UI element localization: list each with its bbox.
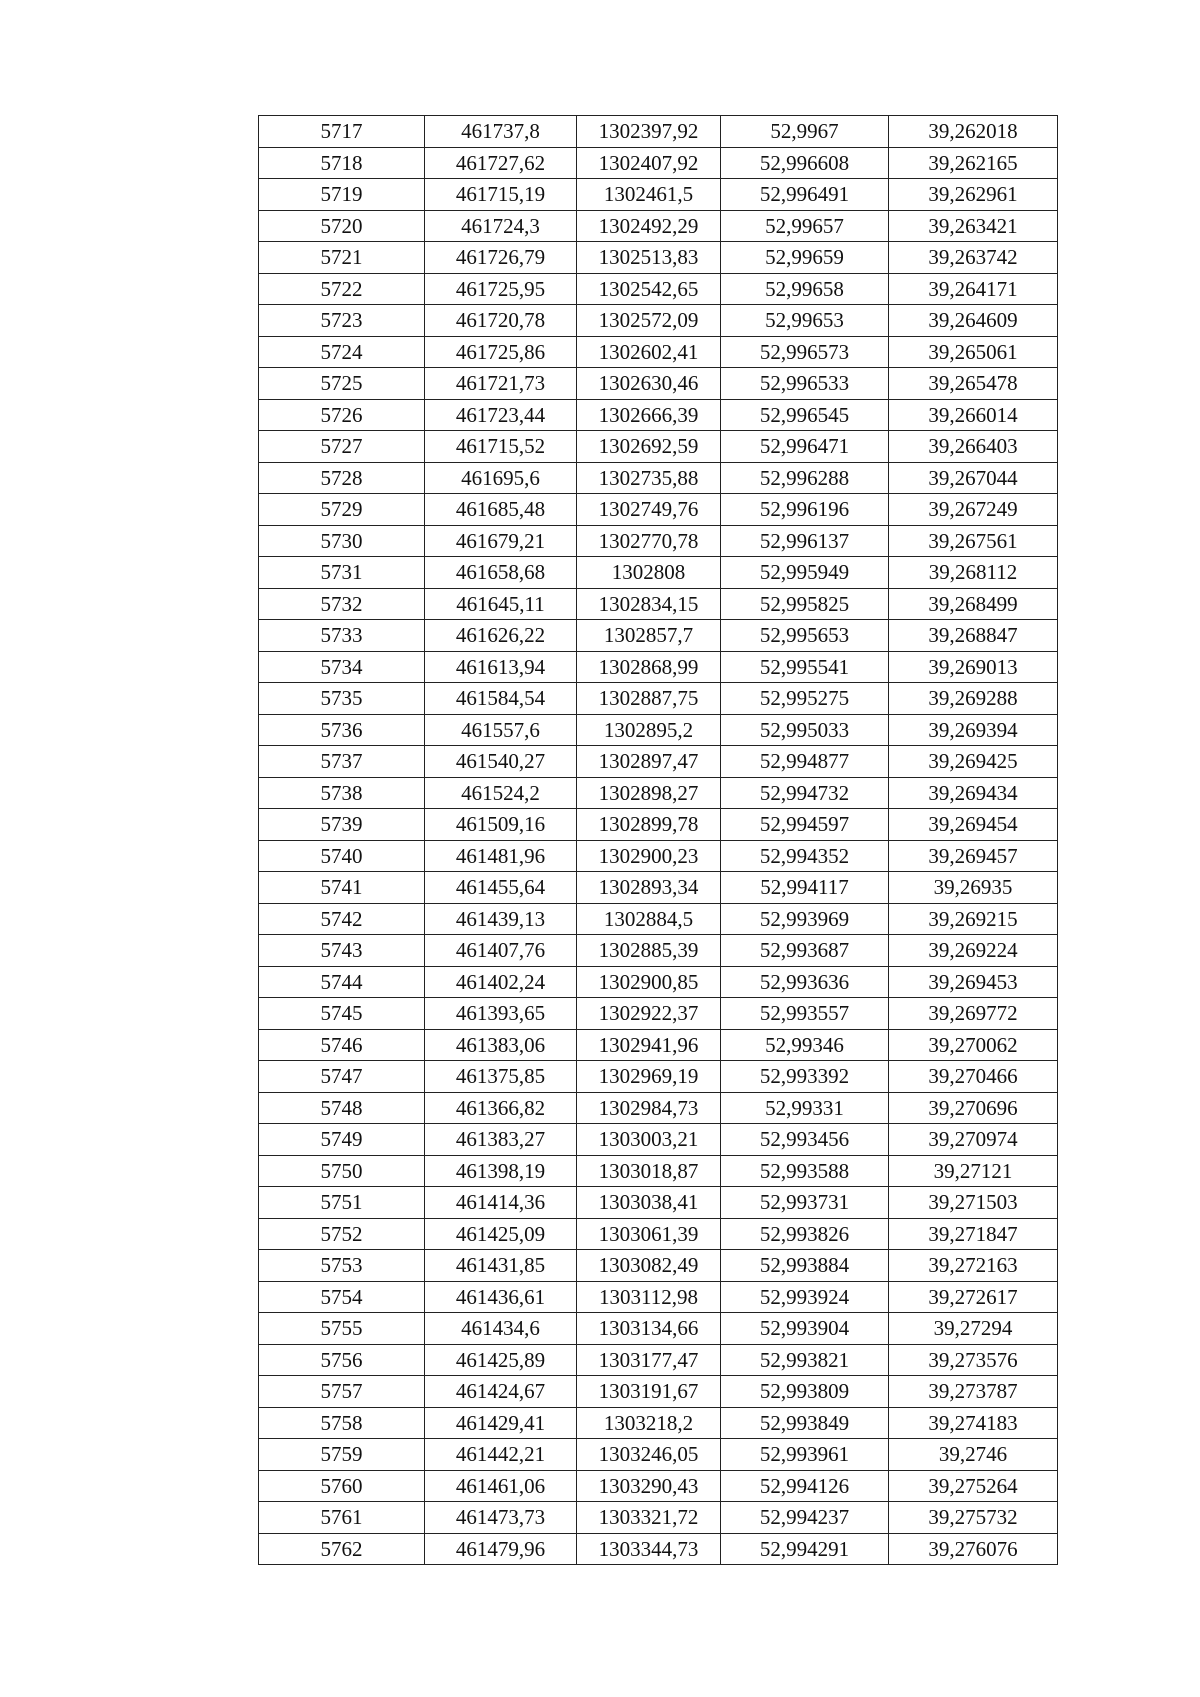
latitude-cell: 52,994291: [721, 1533, 889, 1565]
x-coordinate-cell: 461407,76: [425, 935, 577, 967]
longitude-cell: 39,270974: [889, 1124, 1058, 1156]
latitude-cell: 52,994126: [721, 1470, 889, 1502]
latitude-cell: 52,996137: [721, 525, 889, 557]
table-row: [259, 1155, 1058, 1187]
x-coordinate-cell: 461366,82: [425, 1092, 577, 1124]
latitude-cell: 52,993456: [721, 1124, 889, 1156]
y-coordinate-cell: 1303344,73: [577, 1533, 721, 1565]
latitude-cell: 52,996545: [721, 399, 889, 431]
latitude-cell: 52,99659: [721, 242, 889, 274]
point-number-cell: 5735: [259, 683, 425, 715]
longitude-cell: 39,265478: [889, 368, 1058, 400]
y-coordinate-cell: 1302461,5: [577, 179, 721, 211]
longitude-cell: 39,269457: [889, 840, 1058, 872]
longitude-cell: 39,264609: [889, 305, 1058, 337]
y-coordinate-cell: 1302941,96: [577, 1029, 721, 1061]
latitude-cell: 52,99653: [721, 305, 889, 337]
table-row: [259, 683, 1058, 715]
y-coordinate-cell: 1303038,41: [577, 1187, 721, 1219]
longitude-cell: 39,265061: [889, 336, 1058, 368]
latitude-cell: 52,993884: [721, 1250, 889, 1282]
table-row: [259, 1061, 1058, 1093]
table-row: [259, 336, 1058, 368]
x-coordinate-cell: 461557,6: [425, 714, 577, 746]
x-coordinate-cell: 461442,21: [425, 1439, 577, 1471]
point-number-cell: 5741: [259, 872, 425, 904]
y-coordinate-cell: 1302969,19: [577, 1061, 721, 1093]
longitude-cell: 39,26935: [889, 872, 1058, 904]
table-row: [259, 1092, 1058, 1124]
x-coordinate-cell: 461613,94: [425, 651, 577, 683]
point-number-cell: 5722: [259, 273, 425, 305]
point-number-cell: 5748: [259, 1092, 425, 1124]
latitude-cell: 52,993392: [721, 1061, 889, 1093]
x-coordinate-cell: 461473,73: [425, 1502, 577, 1534]
table-row: [259, 651, 1058, 683]
table-row: [259, 116, 1058, 148]
table-row: [259, 368, 1058, 400]
latitude-cell: 52,994732: [721, 777, 889, 809]
longitude-cell: 39,269013: [889, 651, 1058, 683]
x-coordinate-cell: 461524,2: [425, 777, 577, 809]
table-row: [259, 399, 1058, 431]
point-number-cell: 5736: [259, 714, 425, 746]
point-number-cell: 5745: [259, 998, 425, 1030]
latitude-cell: 52,995541: [721, 651, 889, 683]
point-number-cell: 5754: [259, 1281, 425, 1313]
longitude-cell: 39,267561: [889, 525, 1058, 557]
table-row: [259, 777, 1058, 809]
point-number-cell: 5731: [259, 557, 425, 589]
y-coordinate-cell: 1303246,05: [577, 1439, 721, 1471]
latitude-cell: 52,993687: [721, 935, 889, 967]
x-coordinate-cell: 461540,27: [425, 746, 577, 778]
table-row: [259, 620, 1058, 652]
x-coordinate-cell: 461645,11: [425, 588, 577, 620]
longitude-cell: 39,263421: [889, 210, 1058, 242]
x-coordinate-cell: 461393,65: [425, 998, 577, 1030]
longitude-cell: 39,269434: [889, 777, 1058, 809]
y-coordinate-cell: 1303134,66: [577, 1313, 721, 1345]
table-row: [259, 1502, 1058, 1534]
table-row: [259, 494, 1058, 526]
longitude-cell: 39,267249: [889, 494, 1058, 526]
table-row: [259, 305, 1058, 337]
y-coordinate-cell: 1303177,47: [577, 1344, 721, 1376]
x-coordinate-cell: 461727,62: [425, 147, 577, 179]
longitude-cell: 39,269215: [889, 903, 1058, 935]
longitude-cell: 39,263742: [889, 242, 1058, 274]
longitude-cell: 39,268112: [889, 557, 1058, 589]
point-number-cell: 5740: [259, 840, 425, 872]
latitude-cell: 52,995275: [721, 683, 889, 715]
latitude-cell: 52,994117: [721, 872, 889, 904]
x-coordinate-cell: 461721,73: [425, 368, 577, 400]
point-number-cell: 5737: [259, 746, 425, 778]
x-coordinate-cell: 461723,44: [425, 399, 577, 431]
longitude-cell: 39,266403: [889, 431, 1058, 463]
latitude-cell: 52,996573: [721, 336, 889, 368]
y-coordinate-cell: 1302834,15: [577, 588, 721, 620]
table-row: [259, 872, 1058, 904]
table-row: [259, 809, 1058, 841]
table-row: [259, 1124, 1058, 1156]
latitude-cell: 52,995949: [721, 557, 889, 589]
table-row: [259, 242, 1058, 274]
latitude-cell: 52,993924: [721, 1281, 889, 1313]
table-row: [259, 431, 1058, 463]
x-coordinate-cell: 461431,85: [425, 1250, 577, 1282]
point-number-cell: 5758: [259, 1407, 425, 1439]
x-coordinate-cell: 461658,68: [425, 557, 577, 589]
table-row: [259, 179, 1058, 211]
y-coordinate-cell: 1302749,76: [577, 494, 721, 526]
point-number-cell: 5718: [259, 147, 425, 179]
point-number-cell: 5732: [259, 588, 425, 620]
table-row: [259, 1187, 1058, 1219]
point-number-cell: 5729: [259, 494, 425, 526]
point-number-cell: 5727: [259, 431, 425, 463]
x-coordinate-cell: 461725,95: [425, 273, 577, 305]
y-coordinate-cell: 1302397,92: [577, 116, 721, 148]
y-coordinate-cell: 1302895,2: [577, 714, 721, 746]
latitude-cell: 52,993904: [721, 1313, 889, 1345]
table-row: [259, 557, 1058, 589]
longitude-cell: 39,268499: [889, 588, 1058, 620]
table-row: [259, 746, 1058, 778]
latitude-cell: 52,99346: [721, 1029, 889, 1061]
y-coordinate-cell: 1302692,59: [577, 431, 721, 463]
latitude-cell: 52,993731: [721, 1187, 889, 1219]
point-number-cell: 5744: [259, 966, 425, 998]
x-coordinate-cell: 461461,06: [425, 1470, 577, 1502]
latitude-cell: 52,993821: [721, 1344, 889, 1376]
table-row: [259, 903, 1058, 935]
longitude-cell: 39,273787: [889, 1376, 1058, 1408]
latitude-cell: 52,993636: [721, 966, 889, 998]
longitude-cell: 39,267044: [889, 462, 1058, 494]
longitude-cell: 39,270696: [889, 1092, 1058, 1124]
point-number-cell: 5739: [259, 809, 425, 841]
longitude-cell: 39,269772: [889, 998, 1058, 1030]
point-number-cell: 5733: [259, 620, 425, 652]
x-coordinate-cell: 461724,3: [425, 210, 577, 242]
point-number-cell: 5719: [259, 179, 425, 211]
latitude-cell: 52,996608: [721, 147, 889, 179]
x-coordinate-cell: 461402,24: [425, 966, 577, 998]
x-coordinate-cell: 461439,13: [425, 903, 577, 935]
y-coordinate-cell: 1302893,34: [577, 872, 721, 904]
longitude-cell: 39,268847: [889, 620, 1058, 652]
latitude-cell: 52,995033: [721, 714, 889, 746]
latitude-cell: 52,995653: [721, 620, 889, 652]
y-coordinate-cell: 1302984,73: [577, 1092, 721, 1124]
y-coordinate-cell: 1302735,88: [577, 462, 721, 494]
y-coordinate-cell: 1302899,78: [577, 809, 721, 841]
point-number-cell: 5746: [259, 1029, 425, 1061]
longitude-cell: 39,262165: [889, 147, 1058, 179]
x-coordinate-cell: 461479,96: [425, 1533, 577, 1565]
y-coordinate-cell: 1302900,85: [577, 966, 721, 998]
table-row: [259, 966, 1058, 998]
point-number-cell: 5762: [259, 1533, 425, 1565]
latitude-cell: 52,99657: [721, 210, 889, 242]
y-coordinate-cell: 1303018,87: [577, 1155, 721, 1187]
table-row: [259, 1029, 1058, 1061]
x-coordinate-cell: 461481,96: [425, 840, 577, 872]
y-coordinate-cell: 1303112,98: [577, 1281, 721, 1313]
latitude-cell: 52,99331: [721, 1092, 889, 1124]
y-coordinate-cell: 1303191,67: [577, 1376, 721, 1408]
table-row: [259, 1313, 1058, 1345]
y-coordinate-cell: 1302887,75: [577, 683, 721, 715]
y-coordinate-cell: 1302868,99: [577, 651, 721, 683]
latitude-cell: 52,996471: [721, 431, 889, 463]
latitude-cell: 52,993849: [721, 1407, 889, 1439]
y-coordinate-cell: 1302602,41: [577, 336, 721, 368]
point-number-cell: 5761: [259, 1502, 425, 1534]
latitude-cell: 52,993809: [721, 1376, 889, 1408]
longitude-cell: 39,276076: [889, 1533, 1058, 1565]
latitude-cell: 52,9967: [721, 116, 889, 148]
point-number-cell: 5734: [259, 651, 425, 683]
table-row: [259, 1407, 1058, 1439]
y-coordinate-cell: 1302542,65: [577, 273, 721, 305]
longitude-cell: 39,269453: [889, 966, 1058, 998]
point-number-cell: 5730: [259, 525, 425, 557]
table-row: [259, 998, 1058, 1030]
table-row: [259, 210, 1058, 242]
x-coordinate-cell: 461726,79: [425, 242, 577, 274]
y-coordinate-cell: 1302572,09: [577, 305, 721, 337]
table-row: [259, 1344, 1058, 1376]
y-coordinate-cell: 1302884,5: [577, 903, 721, 935]
point-number-cell: 5753: [259, 1250, 425, 1282]
x-coordinate-cell: 461424,67: [425, 1376, 577, 1408]
x-coordinate-cell: 461685,48: [425, 494, 577, 526]
latitude-cell: 52,994597: [721, 809, 889, 841]
latitude-cell: 52,996491: [721, 179, 889, 211]
table-row: [259, 1218, 1058, 1250]
y-coordinate-cell: 1303082,49: [577, 1250, 721, 1282]
point-number-cell: 5756: [259, 1344, 425, 1376]
y-coordinate-cell: 1302898,27: [577, 777, 721, 809]
y-coordinate-cell: 1302922,37: [577, 998, 721, 1030]
y-coordinate-cell: 1302630,46: [577, 368, 721, 400]
latitude-cell: 52,996533: [721, 368, 889, 400]
longitude-cell: 39,266014: [889, 399, 1058, 431]
y-coordinate-cell: 1302407,92: [577, 147, 721, 179]
y-coordinate-cell: 1302770,78: [577, 525, 721, 557]
table-row: [259, 1250, 1058, 1282]
y-coordinate-cell: 1303061,39: [577, 1218, 721, 1250]
x-coordinate-cell: 461715,19: [425, 179, 577, 211]
point-number-cell: 5738: [259, 777, 425, 809]
table-row: [259, 1439, 1058, 1471]
latitude-cell: 52,993826: [721, 1218, 889, 1250]
x-coordinate-cell: 461398,19: [425, 1155, 577, 1187]
x-coordinate-cell: 461695,6: [425, 462, 577, 494]
y-coordinate-cell: 1303290,43: [577, 1470, 721, 1502]
longitude-cell: 39,270062: [889, 1029, 1058, 1061]
point-number-cell: 5728: [259, 462, 425, 494]
point-number-cell: 5760: [259, 1470, 425, 1502]
longitude-cell: 39,269288: [889, 683, 1058, 715]
longitude-cell: 39,275264: [889, 1470, 1058, 1502]
longitude-cell: 39,272163: [889, 1250, 1058, 1282]
longitude-cell: 39,271847: [889, 1218, 1058, 1250]
longitude-cell: 39,273576: [889, 1344, 1058, 1376]
x-coordinate-cell: 461509,16: [425, 809, 577, 841]
table-row: [259, 588, 1058, 620]
y-coordinate-cell: 1302900,23: [577, 840, 721, 872]
point-number-cell: 5750: [259, 1155, 425, 1187]
x-coordinate-cell: 461455,64: [425, 872, 577, 904]
point-number-cell: 5720: [259, 210, 425, 242]
point-number-cell: 5717: [259, 116, 425, 148]
latitude-cell: 52,99658: [721, 273, 889, 305]
longitude-cell: 39,269224: [889, 935, 1058, 967]
y-coordinate-cell: 1303218,2: [577, 1407, 721, 1439]
longitude-cell: 39,269454: [889, 809, 1058, 841]
latitude-cell: 52,996196: [721, 494, 889, 526]
latitude-cell: 52,994237: [721, 1502, 889, 1534]
table-row: [259, 1281, 1058, 1313]
point-number-cell: 5749: [259, 1124, 425, 1156]
y-coordinate-cell: 1302492,29: [577, 210, 721, 242]
point-number-cell: 5751: [259, 1187, 425, 1219]
longitude-cell: 39,27121: [889, 1155, 1058, 1187]
coordinates-table: [258, 115, 1058, 1565]
table-row: [259, 525, 1058, 557]
table-row: [259, 1470, 1058, 1502]
longitude-cell: 39,264171: [889, 273, 1058, 305]
x-coordinate-cell: 461414,36: [425, 1187, 577, 1219]
x-coordinate-cell: 461434,6: [425, 1313, 577, 1345]
x-coordinate-cell: 461429,41: [425, 1407, 577, 1439]
point-number-cell: 5747: [259, 1061, 425, 1093]
x-coordinate-cell: 461436,61: [425, 1281, 577, 1313]
latitude-cell: 52,993588: [721, 1155, 889, 1187]
latitude-cell: 52,993969: [721, 903, 889, 935]
y-coordinate-cell: 1302885,39: [577, 935, 721, 967]
point-number-cell: 5742: [259, 903, 425, 935]
point-number-cell: 5725: [259, 368, 425, 400]
longitude-cell: 39,269394: [889, 714, 1058, 746]
table-row: [259, 840, 1058, 872]
x-coordinate-cell: 461626,22: [425, 620, 577, 652]
x-coordinate-cell: 461715,52: [425, 431, 577, 463]
latitude-cell: 52,996288: [721, 462, 889, 494]
table-row: [259, 462, 1058, 494]
point-number-cell: 5723: [259, 305, 425, 337]
longitude-cell: 39,271503: [889, 1187, 1058, 1219]
x-coordinate-cell: 461720,78: [425, 305, 577, 337]
y-coordinate-cell: 1302857,7: [577, 620, 721, 652]
x-coordinate-cell: 461425,09: [425, 1218, 577, 1250]
longitude-cell: 39,262018: [889, 116, 1058, 148]
table-row: [259, 935, 1058, 967]
longitude-cell: 39,274183: [889, 1407, 1058, 1439]
point-number-cell: 5757: [259, 1376, 425, 1408]
y-coordinate-cell: 1303321,72: [577, 1502, 721, 1534]
latitude-cell: 52,993557: [721, 998, 889, 1030]
point-number-cell: 5743: [259, 935, 425, 967]
x-coordinate-cell: 461679,21: [425, 525, 577, 557]
latitude-cell: 52,994877: [721, 746, 889, 778]
latitude-cell: 52,994352: [721, 840, 889, 872]
x-coordinate-cell: 461725,86: [425, 336, 577, 368]
point-number-cell: 5721: [259, 242, 425, 274]
x-coordinate-cell: 461383,27: [425, 1124, 577, 1156]
y-coordinate-cell: 1302666,39: [577, 399, 721, 431]
table-row: [259, 1533, 1058, 1565]
y-coordinate-cell: 1302513,83: [577, 242, 721, 274]
x-coordinate-cell: 461375,85: [425, 1061, 577, 1093]
x-coordinate-cell: 461584,54: [425, 683, 577, 715]
table-row: [259, 1376, 1058, 1408]
longitude-cell: 39,27294: [889, 1313, 1058, 1345]
latitude-cell: 52,993961: [721, 1439, 889, 1471]
y-coordinate-cell: 1302897,47: [577, 746, 721, 778]
longitude-cell: 39,262961: [889, 179, 1058, 211]
y-coordinate-cell: 1302808: [577, 557, 721, 589]
table-row: [259, 714, 1058, 746]
latitude-cell: 52,995825: [721, 588, 889, 620]
x-coordinate-cell: 461425,89: [425, 1344, 577, 1376]
point-number-cell: 5755: [259, 1313, 425, 1345]
point-number-cell: 5752: [259, 1218, 425, 1250]
x-coordinate-cell: 461383,06: [425, 1029, 577, 1061]
longitude-cell: 39,269425: [889, 746, 1058, 778]
point-number-cell: 5724: [259, 336, 425, 368]
longitude-cell: 39,272617: [889, 1281, 1058, 1313]
x-coordinate-cell: 461737,8: [425, 116, 577, 148]
table-row: [259, 147, 1058, 179]
y-coordinate-cell: 1303003,21: [577, 1124, 721, 1156]
longitude-cell: 39,275732: [889, 1502, 1058, 1534]
table-row: [259, 273, 1058, 305]
longitude-cell: 39,2746: [889, 1439, 1058, 1471]
longitude-cell: 39,270466: [889, 1061, 1058, 1093]
point-number-cell: 5759: [259, 1439, 425, 1471]
coordinates-table-body: [259, 116, 1058, 1565]
point-number-cell: 5726: [259, 399, 425, 431]
